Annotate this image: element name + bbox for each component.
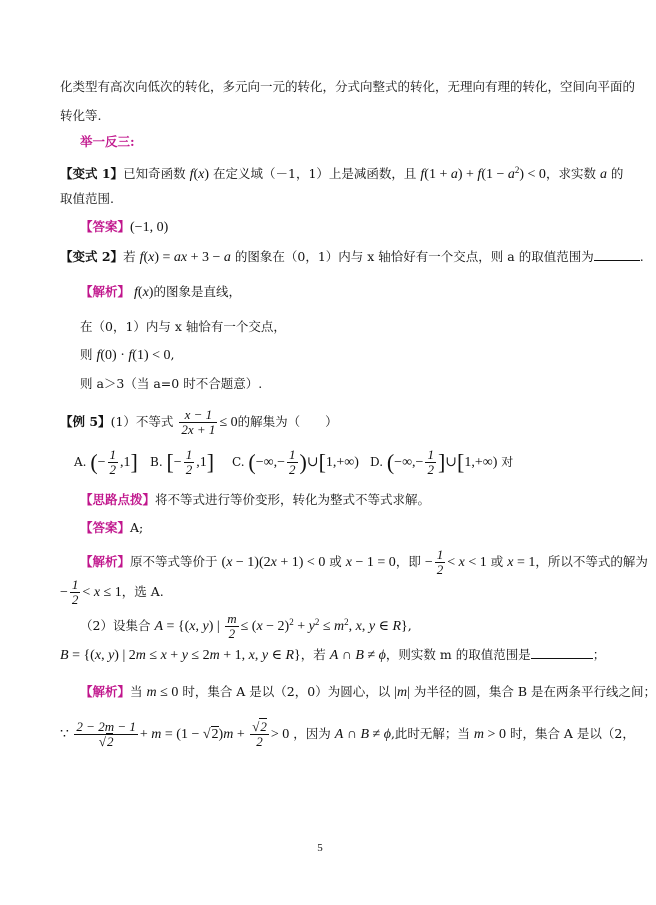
solution-5-line-1: 【解析】原不等式等价于 (x − 1)(2x + 1) < 0 或 x − 1 = 0，即 − $\frac{1}{2}$ < x < 1 或 x = 1，所以不等式的解为 — [80, 547, 648, 577]
solution-2-line-4: 则 a＞3（当 a=0 时不合题意）. — [80, 376, 263, 391]
intro-line-1: 化类型有高次向低次的转化，多元向一元的转化，分式向整式的转化，无理向有理的转化，空间向平面的 — [60, 79, 636, 94]
part-2-line-1: （2）设集合 A = {(x, y) | $\frac{m}{2}$ ≤ $(x - 2)^2 + y^2 \le m^2$, x, y ∈ R}, — [80, 611, 412, 641]
page-number: 5 — [317, 842, 323, 854]
variant-1-tag: 【变式 1】 — [60, 166, 124, 182]
variant-1-line-2: 取值范围. — [60, 191, 114, 206]
option-d[interactable]: D. (−∞,− $\frac{1}{2}$ ]∪[1,+∞) 对 — [370, 447, 514, 477]
option-b[interactable]: B. [− $\frac{1}{2}$ ,1] — [150, 447, 215, 477]
solution-2-line-1: 【解析】 f(x)的图象是直线， — [80, 284, 241, 300]
solution-tag: 【解析】 — [80, 284, 131, 299]
variant-1-question: 【变式 1】已知奇函数 f(x) 在定义域（－1，1）上是减函数，且 $f(1 + a) + f(1 - a^2) < 0$，求实数 a 的 — [60, 165, 624, 183]
intro-line-2: 转化等. — [60, 108, 102, 123]
variant-2-tag: 【变式 2】 — [60, 249, 124, 264]
variant-2-question: 【变式 2】若 f(x) = ax + 3 − a 的图象在（0，1）内与 x 轴恰好有一个交点，则 a 的取值范围为 . — [60, 249, 644, 265]
hint-tag: 【思路点拨】 — [80, 492, 156, 507]
option-a[interactable]: A. (− $\frac{1}{2}$ ,1] — [74, 447, 138, 477]
hint-line: 【思路点拨】将不等式进行等价变形，转化为整式不等式求解。 — [80, 492, 431, 507]
solution-2-line-3: 则 f(0) · f(1) < 0, — [80, 347, 175, 363]
option-c[interactable]: C. (−∞,− $\frac{1}{2}$ )∪[1,+∞) — [232, 447, 359, 477]
answer-1: 【答案】(−1, 0) — [80, 219, 169, 235]
answer-blank — [594, 260, 640, 261]
part-2-line-2: B = {(x, y) | 2m ≤ x + y ≤ 2m + 1, x, y ∈ R}，若 A ∩ B ≠ ϕ，则实数 m 的取值范围是 ； — [60, 647, 606, 663]
solution-6-line-1: 【解析】当 m ≤ 0 时，集合 A 是以（2，0）为圆心，以 |m| 为半径的圆，集合 B 是在两条平行线之间； — [80, 684, 656, 700]
solution-5-line-2: − $\frac{1}{2}$ < x ≤ 1，选 A. — [60, 577, 164, 607]
solution-6-line-2: ∵ $\frac{2 - 2m - 1}{√2}$ + m = (1 − √2)m + $\frac{√2}{2}$ > 0 ，因为 A ∩ B ≠ ϕ,此时无解；当 m > 0 时，集合 A 是以（2， — [60, 719, 635, 749]
solution-tag: 【解析】 — [80, 554, 131, 569]
answer-tag: 【答案】 — [80, 219, 131, 234]
answer-blank — [531, 658, 593, 659]
solution-2-line-2: 在（0，1）内与 x 轴恰有一个交点， — [80, 319, 286, 334]
solution-tag: 【解析】 — [80, 684, 131, 699]
example-5-question: 【例 5】(1）不等式 $\frac{x - 1}{2x + 1}$ ≤ 0的解集为（ ） — [60, 407, 338, 437]
math-fx: f — [189, 167, 194, 183]
example-5-tag: 【例 5】 — [60, 414, 111, 429]
inequality-fraction: $\frac{x - 1}{2x + 1}$ — [181, 407, 216, 437]
answer-tag: 【答案】 — [80, 520, 131, 535]
answer-5: 【答案】A; — [80, 520, 144, 535]
section-title: 举一反三: — [80, 134, 135, 149]
